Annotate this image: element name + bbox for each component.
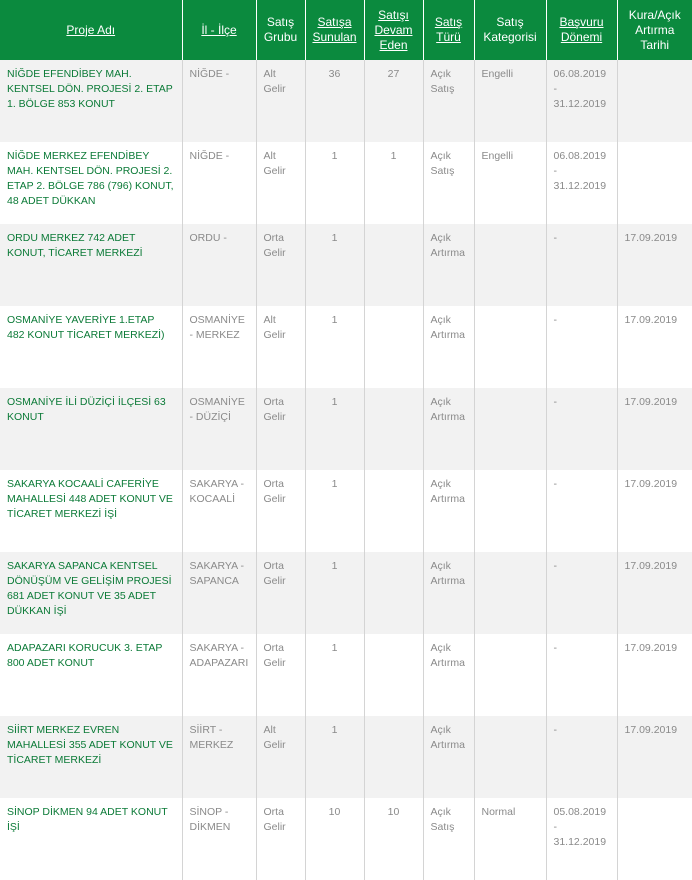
ongoing-count-cell bbox=[364, 470, 423, 552]
location-cell: NİĞDE - bbox=[182, 60, 256, 142]
sale-category-cell bbox=[474, 470, 546, 552]
offered-count-cell: 1 bbox=[305, 224, 364, 306]
header-satis-kategorisi: Satış Kategorisi bbox=[474, 0, 546, 60]
offered-count-cell: 1 bbox=[305, 552, 364, 634]
application-period-cell: - bbox=[546, 552, 617, 634]
project-name-link[interactable]: SİNOP DİKMEN 94 ADET KONUT İŞİ bbox=[7, 806, 168, 833]
project-name-cell[interactable] bbox=[0, 634, 182, 716]
offered-count-cell: 1 bbox=[305, 142, 364, 224]
application-period-cell: - bbox=[546, 224, 617, 306]
ongoing-count-cell bbox=[364, 306, 423, 388]
draw-date-cell: 17.09.2019 bbox=[617, 634, 692, 716]
location-cell: ORDU - bbox=[182, 224, 256, 306]
application-period-cell: 06.08.2019 - 31.12.2019 bbox=[546, 60, 617, 142]
application-period-cell: - bbox=[546, 470, 617, 552]
ongoing-count-cell: 27 bbox=[364, 60, 423, 142]
sale-type-cell: Açık Artırma bbox=[423, 634, 474, 716]
draw-date-cell: 17.09.2019 bbox=[617, 224, 692, 306]
ongoing-count-cell: 10 bbox=[364, 798, 423, 880]
location-cell: OSMANİYE - MERKEZ bbox=[182, 306, 256, 388]
location-cell: NİĞDE - bbox=[182, 142, 256, 224]
application-period-cell: 06.08.2019 - 31.12.2019 bbox=[546, 142, 617, 224]
project-name-cell[interactable] bbox=[0, 470, 182, 552]
location-cell: SAKARYA - KOCAALİ bbox=[182, 470, 256, 552]
sale-type-cell: Açık Artırma bbox=[423, 388, 474, 470]
ongoing-count-cell bbox=[364, 634, 423, 716]
table-body bbox=[0, 60, 692, 880]
location-cell: SAKARYA - SAPANCA bbox=[182, 552, 256, 634]
draw-date-cell: 17.09.2019 bbox=[617, 388, 692, 470]
table-row bbox=[0, 552, 692, 634]
project-name-link[interactable]: OSMANİYE İLİ DÜZİÇİ İLÇESİ 63 KONUT bbox=[7, 396, 166, 423]
sale-type-cell: Açık Artırma bbox=[423, 716, 474, 798]
table-row bbox=[0, 60, 692, 142]
application-period-cell: 05.08.2019 - 31.12.2019 bbox=[546, 798, 617, 880]
header-proje-adi[interactable]: Proje Adı bbox=[0, 0, 182, 60]
sale-group-cell: Orta Gelir bbox=[256, 388, 305, 470]
project-name-link[interactable]: SİİRT MERKEZ EVREN MAHALLESİ 355 ADET KONUT VE TİCARET MERKEZİ bbox=[7, 724, 173, 766]
offered-count-cell: 1 bbox=[305, 388, 364, 470]
project-name-link[interactable]: NİĞDE EFENDİBEY MAH. KENTSEL DÖN. PROJESİ 2. ETAP 1. BÖLGE 853 KONUT bbox=[7, 68, 173, 110]
sale-group-cell: Orta Gelir bbox=[256, 552, 305, 634]
sale-category-cell bbox=[474, 552, 546, 634]
sale-group-cell: Orta Gelir bbox=[256, 470, 305, 552]
project-name-cell[interactable] bbox=[0, 60, 182, 142]
draw-date-cell: 17.09.2019 bbox=[617, 716, 692, 798]
sale-category-cell: Normal bbox=[474, 798, 546, 880]
offered-count-cell: 1 bbox=[305, 306, 364, 388]
table-row bbox=[0, 470, 692, 552]
project-name-cell[interactable] bbox=[0, 306, 182, 388]
draw-date-cell: 17.09.2019 bbox=[617, 470, 692, 552]
application-period-cell: - bbox=[546, 388, 617, 470]
sale-type-cell: Açık Satış bbox=[423, 60, 474, 142]
offered-count-cell: 1 bbox=[305, 634, 364, 716]
project-name-link[interactable]: ADAPAZARI KORUCUK 3. ETAP 800 ADET KONUT bbox=[7, 642, 163, 669]
sale-category-cell: Engelli bbox=[474, 60, 546, 142]
table-row bbox=[0, 142, 692, 224]
sale-group-cell: Alt Gelir bbox=[256, 142, 305, 224]
draw-date-cell: 17.09.2019 bbox=[617, 306, 692, 388]
application-period-cell: - bbox=[546, 716, 617, 798]
header-satis-grubu: Satış Grubu bbox=[256, 0, 305, 60]
sale-category-cell bbox=[474, 388, 546, 470]
header-kura-tarihi: Kura/Açık Artırma Tarihi bbox=[617, 0, 692, 60]
sale-category-cell bbox=[474, 634, 546, 716]
header-satisa-sunulan[interactable]: Satışa Sunulan bbox=[305, 0, 364, 60]
ongoing-count-cell bbox=[364, 388, 423, 470]
sale-category-cell bbox=[474, 224, 546, 306]
table-header bbox=[0, 0, 692, 60]
location-cell: SİİRT - MERKEZ bbox=[182, 716, 256, 798]
header-il-ilce[interactable]: İl - İlçe bbox=[182, 0, 256, 60]
sale-type-cell: Açık Artırma bbox=[423, 224, 474, 306]
sale-type-cell: Açık Artırma bbox=[423, 306, 474, 388]
draw-date-cell bbox=[617, 142, 692, 224]
sale-group-cell: Alt Gelir bbox=[256, 60, 305, 142]
project-name-link[interactable]: SAKARYA KOCAALİ CAFERİYE MAHALLESİ 448 ADET KONUT VE TİCARET MERKEZİ İŞİ bbox=[7, 478, 173, 520]
offered-count-cell: 10 bbox=[305, 798, 364, 880]
draw-date-cell: 17.09.2019 bbox=[617, 552, 692, 634]
table-row bbox=[0, 224, 692, 306]
table-row bbox=[0, 306, 692, 388]
sale-group-cell: Orta Gelir bbox=[256, 798, 305, 880]
header-basvuru-donemi[interactable]: Başvuru Dönemi bbox=[546, 0, 617, 60]
draw-date-cell bbox=[617, 60, 692, 142]
table-row bbox=[0, 716, 692, 798]
draw-date-cell bbox=[617, 798, 692, 880]
sale-type-cell: Açık Artırma bbox=[423, 552, 474, 634]
project-name-cell[interactable] bbox=[0, 142, 182, 224]
ongoing-count-cell bbox=[364, 716, 423, 798]
table-row bbox=[0, 798, 692, 880]
offered-count-cell: 36 bbox=[305, 60, 364, 142]
sale-category-cell: Engelli bbox=[474, 142, 546, 224]
sale-group-cell: Orta Gelir bbox=[256, 224, 305, 306]
project-name-cell[interactable] bbox=[0, 388, 182, 470]
table-row bbox=[0, 634, 692, 716]
header-satis-turu[interactable]: Satış Türü bbox=[423, 0, 474, 60]
project-name-link[interactable]: SAKARYA SAPANCA KENTSEL DÖNÜŞÜM VE GELİŞİM PROJESİ 681 ADET KONUT VE 35 ADET DÜKKAN İŞİ bbox=[7, 560, 172, 617]
sale-group-cell: Alt Gelir bbox=[256, 716, 305, 798]
application-period-cell: - bbox=[546, 634, 617, 716]
sale-group-cell: Orta Gelir bbox=[256, 634, 305, 716]
location-cell: OSMANİYE - DÜZİÇİ bbox=[182, 388, 256, 470]
sale-type-cell: Açık Satış bbox=[423, 798, 474, 880]
offered-count-cell: 1 bbox=[305, 470, 364, 552]
location-cell: SİNOP - DİKMEN bbox=[182, 798, 256, 880]
header-satisi-devam-eden[interactable]: Satışı Devam Eden bbox=[364, 0, 423, 60]
project-name-cell[interactable] bbox=[0, 552, 182, 634]
project-name-link[interactable]: ORDU MERKEZ 742 ADET KONUT, TİCARET MERKEZİ bbox=[7, 232, 143, 259]
sale-type-cell: Açık Artırma bbox=[423, 470, 474, 552]
sale-category-cell bbox=[474, 716, 546, 798]
project-name-cell[interactable] bbox=[0, 224, 182, 306]
ongoing-count-cell bbox=[364, 552, 423, 634]
location-cell: SAKARYA - ADAPAZARI bbox=[182, 634, 256, 716]
sale-type-cell: Açık Satış bbox=[423, 142, 474, 224]
application-period-cell: - bbox=[546, 306, 617, 388]
sale-category-cell bbox=[474, 306, 546, 388]
project-name-link[interactable]: OSMANİYE YAVERİYE 1.ETAP 482 KONUT TİCARET MERKEZİ) bbox=[7, 314, 165, 341]
project-name-link[interactable]: NİĞDE MERKEZ EFENDİBEY MAH. KENTSEL DÖN. PROJESİ 2. ETAP 2. BÖLGE 786 (796) KONUT, 48 ADET DÜKKAN bbox=[7, 150, 174, 207]
project-name-cell[interactable] bbox=[0, 798, 182, 880]
ongoing-count-cell bbox=[364, 224, 423, 306]
project-name-cell[interactable] bbox=[0, 716, 182, 798]
ongoing-count-cell: 1 bbox=[364, 142, 423, 224]
sale-group-cell: Alt Gelir bbox=[256, 306, 305, 388]
offered-count-cell: 1 bbox=[305, 716, 364, 798]
table-row bbox=[0, 388, 692, 470]
